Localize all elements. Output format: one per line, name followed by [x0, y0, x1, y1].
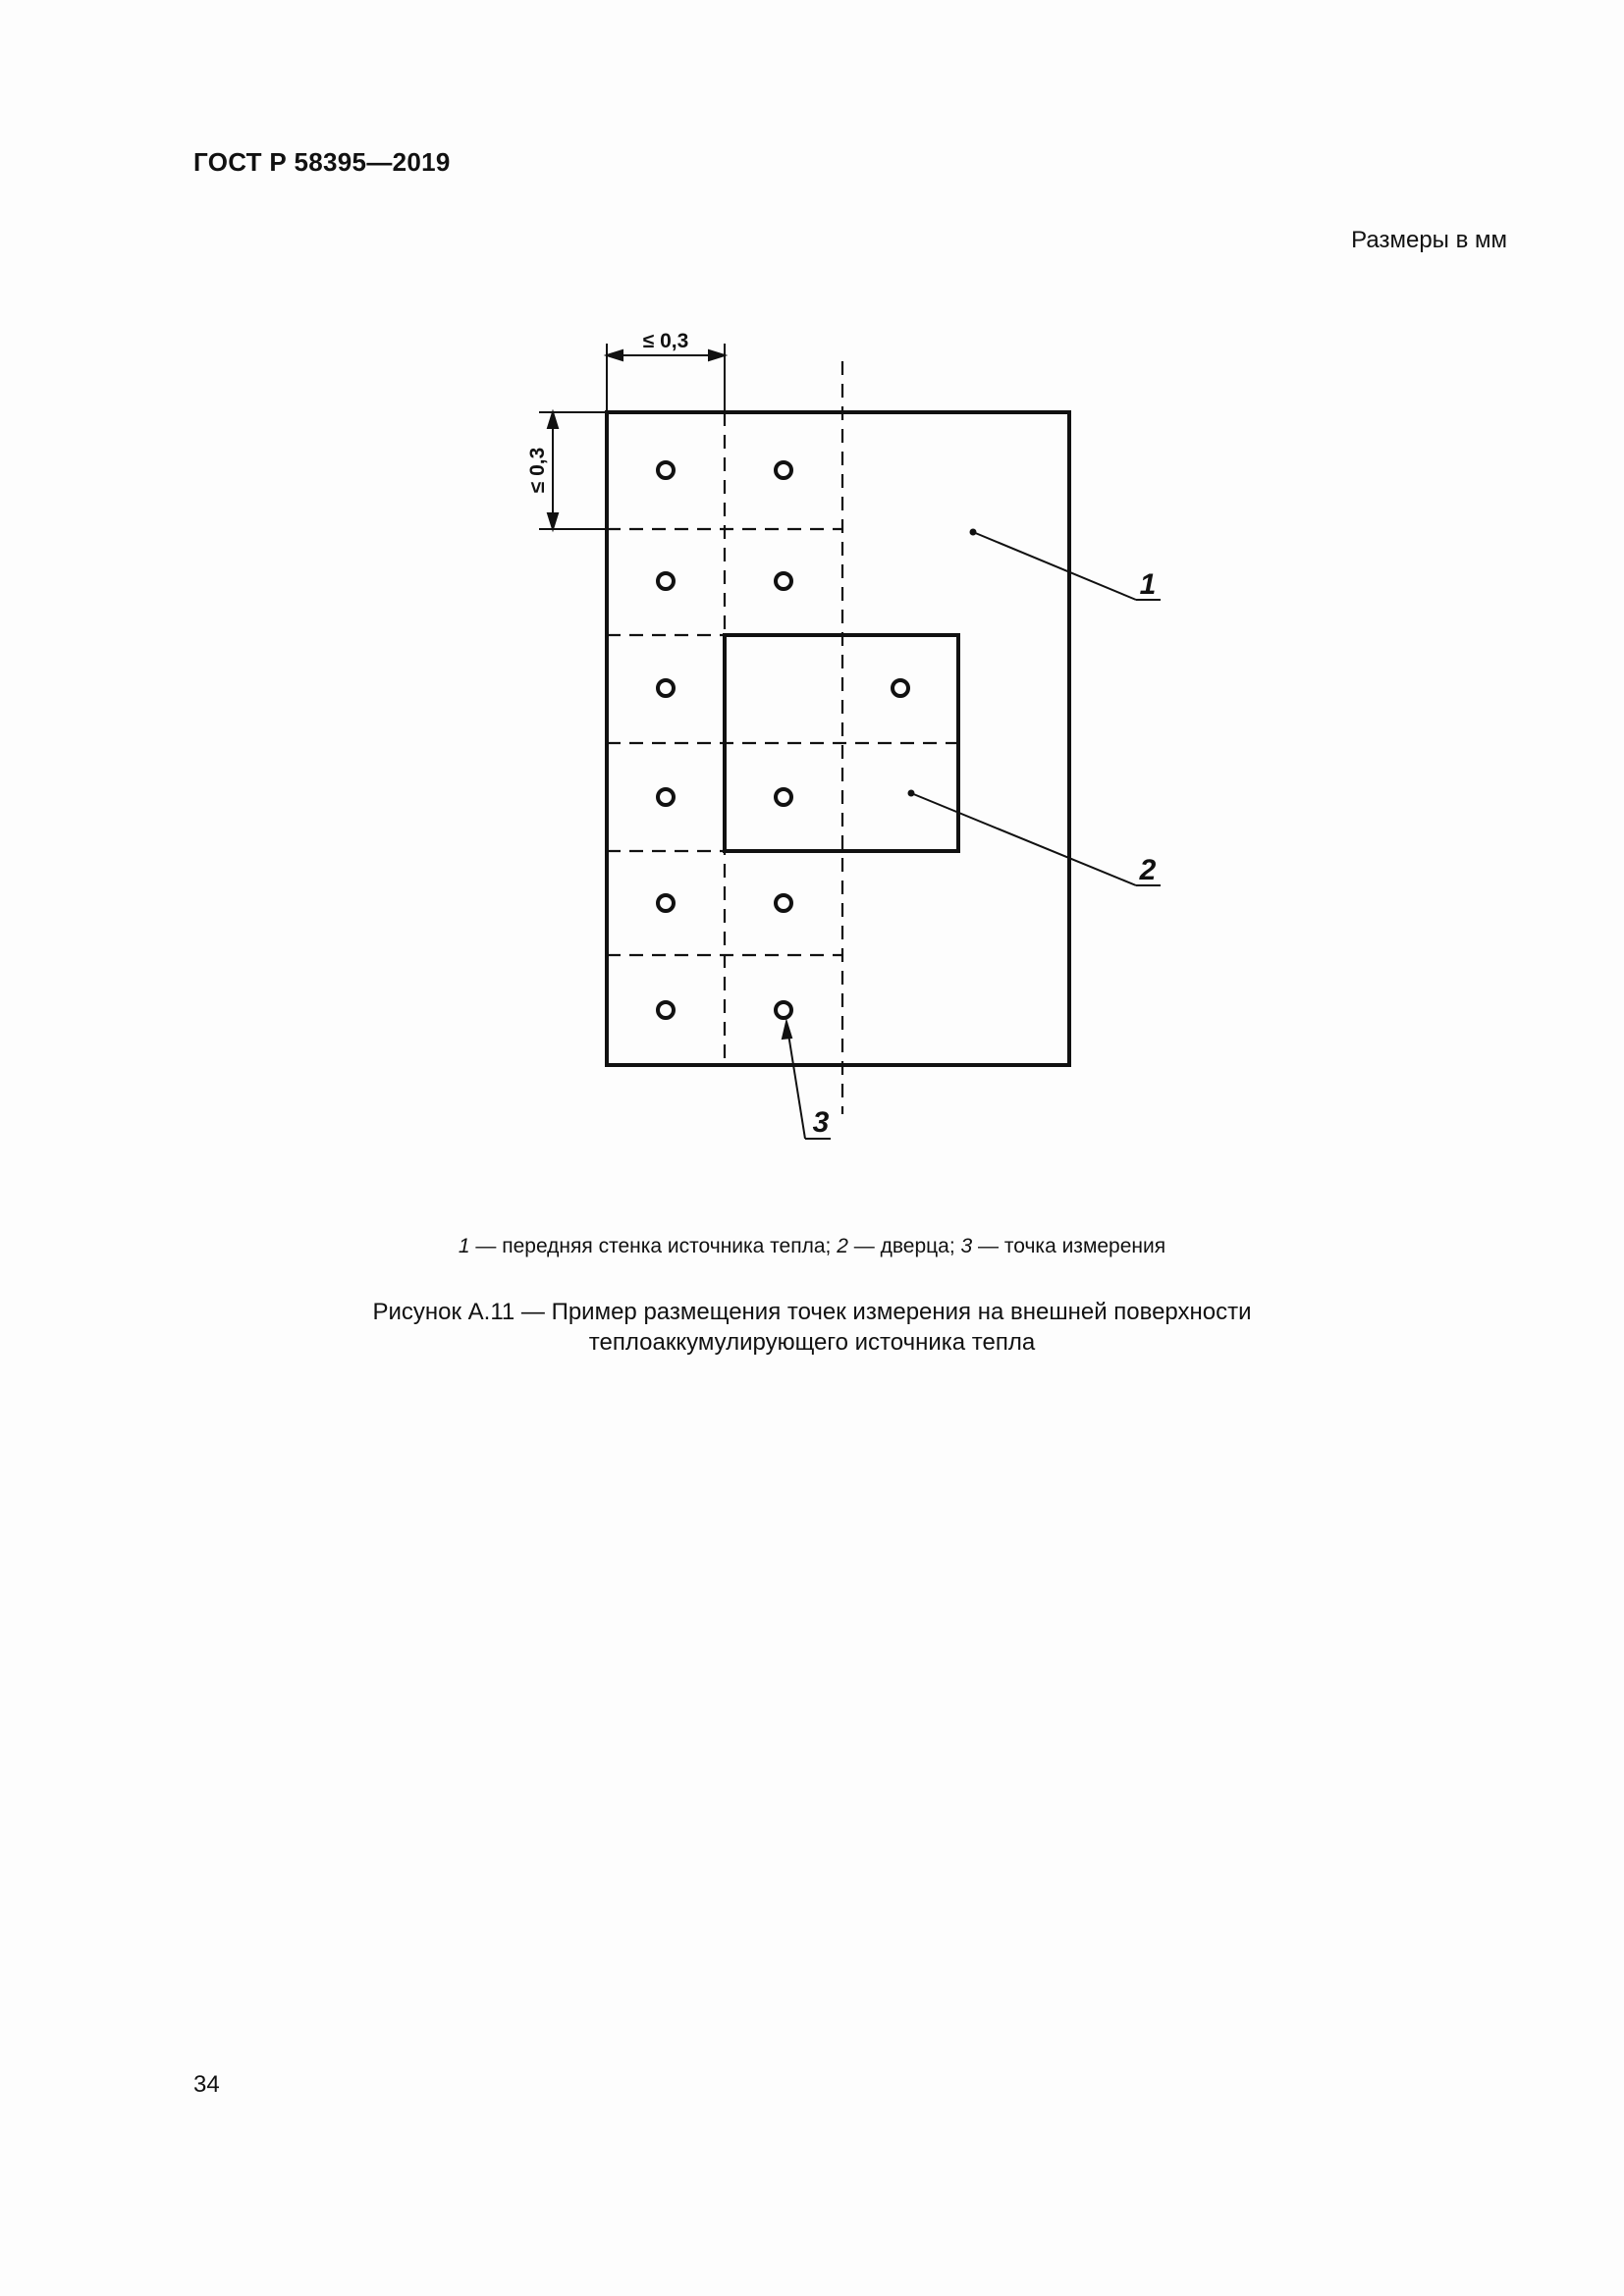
measurement-point [658, 462, 674, 478]
legend-text-2: дверца; [880, 1235, 955, 1257]
measurement-point [776, 1002, 791, 1018]
dimension-vertical [539, 412, 607, 529]
callout-1-leader [971, 530, 1162, 601]
callout-2-leader [909, 791, 1162, 886]
page-number: 34 [193, 2071, 220, 2098]
caption-line-1: Рисунок А.11 — Пример размещения точек измерения на внешней поверхности [372, 1299, 1252, 1325]
legend-separator: — [972, 1235, 1004, 1257]
measurement-point [776, 789, 791, 805]
standard-header: ГОСТ Р 58395—2019 [193, 147, 451, 177]
legend-num-1: 1 [458, 1235, 470, 1257]
figure-legend [0, 1235, 1624, 1258]
legend-text-1: передняя стенка источника тепла; [502, 1235, 832, 1257]
dimension-horizontal-label: ≤ 0,3 [642, 330, 689, 352]
measurement-point [658, 573, 674, 589]
callout-1-label: 1 [1139, 568, 1157, 601]
measurement-point [776, 895, 791, 911]
measurement-point [658, 789, 674, 805]
measurement-point [776, 573, 791, 589]
measurement-points [658, 462, 908, 1018]
callout-2-label: 2 [1139, 854, 1157, 886]
measurement-point [658, 680, 674, 696]
legend-separator: — [847, 1235, 881, 1257]
dimension-horizontal [607, 344, 725, 412]
measurement-point [893, 680, 908, 696]
legend-num-2: 2 [837, 1235, 848, 1257]
measurement-point [776, 462, 791, 478]
legend-separator: — [469, 1235, 503, 1257]
dimension-vertical-label: ≤ 0,3 [526, 447, 549, 494]
caption-line-2: теплоаккумулирующего источника тепла [588, 1329, 1036, 1356]
front-wall-outline [607, 412, 1069, 1065]
measurement-point [658, 895, 674, 911]
figure-caption [0, 1297, 1624, 1358]
measurement-point [658, 1002, 674, 1018]
callout-3-label: 3 [812, 1106, 830, 1139]
legend-num-3: 3 [960, 1235, 973, 1257]
units-note: Размеры в мм [1351, 227, 1507, 253]
legend-text-3: точка измерения [1003, 1235, 1166, 1257]
